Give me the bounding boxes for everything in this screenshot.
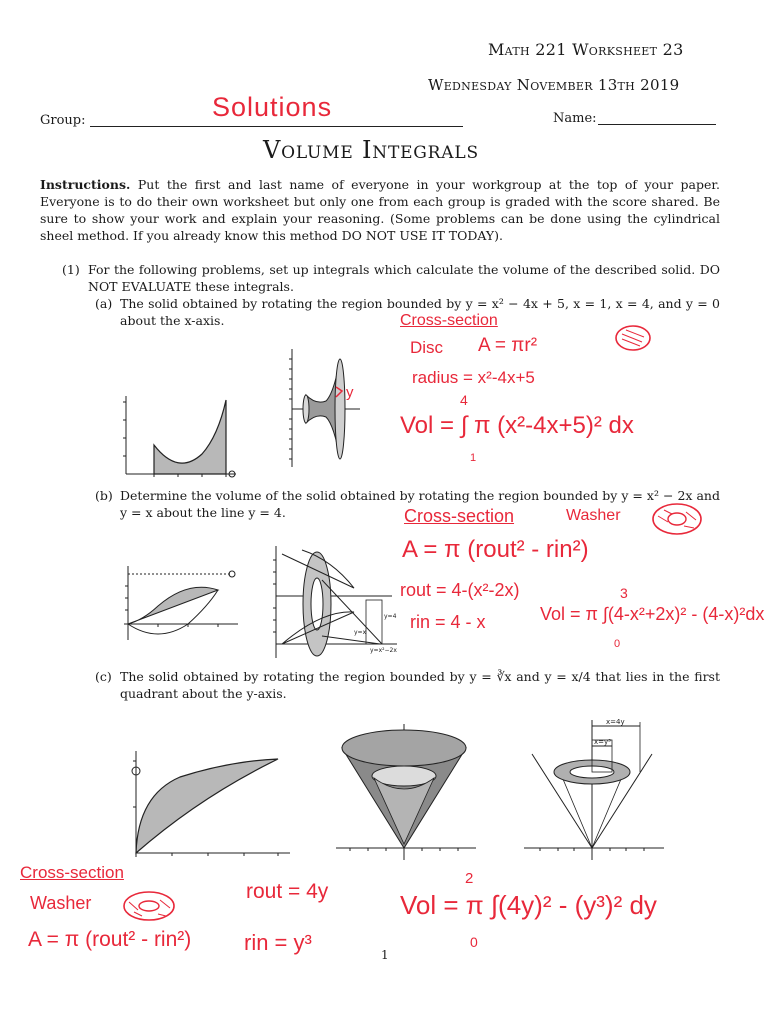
figure-b-solid	[262, 540, 402, 662]
part-a-hw-cross-section: Cross-section	[400, 312, 498, 329]
group-label: Group:	[40, 113, 86, 128]
part-c-hw-washer: Washer	[30, 893, 92, 913]
problem-1-text: For the following problems, set up integrals which calculate the volume of the described solid. DO NOT EVALUATE these integrals.	[88, 262, 720, 294]
group-handwritten: Solutions	[212, 92, 333, 122]
part-b-text: Determine the volume of the solid obtained by rotating the region bounded by y = x² − 2x and y = x about the line y = 4.	[120, 488, 720, 520]
figure-a-region	[118, 392, 243, 482]
part-a-text: The solid obtained by rotating the region bounded by y = x² − 4x + 5, x = 1, x = 4, and y = 0 about the x-axis.	[120, 296, 720, 328]
part-b-label: (b)	[95, 488, 113, 503]
name-label: Name:	[553, 111, 597, 126]
figure-b-region	[118, 562, 243, 644]
name-blank-line	[598, 124, 716, 125]
part-a-hw-disc: Disc	[410, 338, 444, 357]
part-b-hw-volume: Vol = π ∫(4-x²+2x)² - (4-x)²dx	[540, 604, 765, 624]
page-number: 1	[381, 948, 389, 962]
part-b-hw-rout: rout = 4-(x²-2x)	[400, 580, 520, 600]
part-a-label: (a)	[95, 296, 113, 311]
part-a-hw-upper: 4	[460, 392, 468, 408]
course-title: Math 221 Worksheet 23	[488, 40, 684, 59]
part-b-washer-sketch	[650, 500, 704, 538]
figure-c-label-inner: x=y³	[594, 738, 611, 746]
worksheet-date: Wednesday November 13th 2019	[428, 76, 680, 94]
part-c-hw-rin: rin = y³	[244, 930, 312, 955]
problem-1-number: (1)	[62, 262, 80, 277]
part-a-hw-y-mark: y	[346, 384, 354, 401]
figure-c-region	[120, 745, 295, 865]
part-b-hw-upper: 3	[620, 585, 628, 601]
figure-b-label-yx: y=x	[354, 629, 367, 636]
page-title: Volume Integrals	[263, 136, 479, 164]
figure-c-solid	[330, 720, 480, 865]
part-c-hw-cross-section: Cross-section	[20, 863, 124, 882]
figure-c-label-top: x=4y	[606, 718, 625, 726]
part-c-hw-rout: rout = 4y	[246, 880, 329, 903]
part-c-washer-sketch	[120, 888, 178, 924]
figure-b-label-y4: y=4	[384, 613, 397, 620]
part-a-hw-lower: 1	[470, 452, 477, 464]
part-a-disc-sketch	[612, 322, 654, 354]
part-b-hw-area: A = π (rout² - rin²)	[402, 536, 589, 563]
part-c-hw-lower: 0	[470, 934, 478, 950]
part-c-text: The solid obtained by rotating the region bounded by y = ∛x and y = x/4 that lies in the first quadrant about the y-axis.	[120, 669, 720, 701]
figure-a-solid	[282, 345, 362, 470]
part-b-hw-cross-section: Cross-section	[404, 506, 515, 526]
group-blank-line	[90, 126, 463, 127]
instructions-label: Instructions.	[40, 177, 131, 192]
part-b-hw-lower: 0	[614, 638, 621, 650]
figure-b-label-parabola: y=x²−2x	[370, 647, 397, 654]
figure-c-washer	[520, 716, 668, 866]
part-c-hw-volume: Vol = π ∫(4y)² - (y³)² dy	[400, 890, 657, 920]
part-c-label: (c)	[95, 669, 112, 684]
instructions-text: Put the first and last name of everyone in your workgroup at the top of your paper. Everyone is to do their own worksheet but only one from each group is graded with the score shared. Be sure to show your work and explain your reasoning. (Some problems can be done using the cylindrical sheel method. If you already know this method DO NOT USE IT TODAY).	[40, 177, 720, 243]
part-a-hw-area: A = πr²	[478, 335, 538, 356]
instructions	[40, 176, 720, 244]
part-c-hw-upper: 2	[465, 870, 474, 887]
part-b-hw-washer: Washer	[566, 507, 621, 524]
part-b-hw-rin: rin = 4 - x	[410, 612, 486, 632]
part-a-hw-radius: radius = x²-4x+5	[412, 368, 535, 387]
part-a-hw-volume: Vol = ∫ π (x²-4x+5)² dx	[400, 412, 634, 439]
part-c-hw-area: A = π (rout² - rin²)	[28, 928, 192, 951]
